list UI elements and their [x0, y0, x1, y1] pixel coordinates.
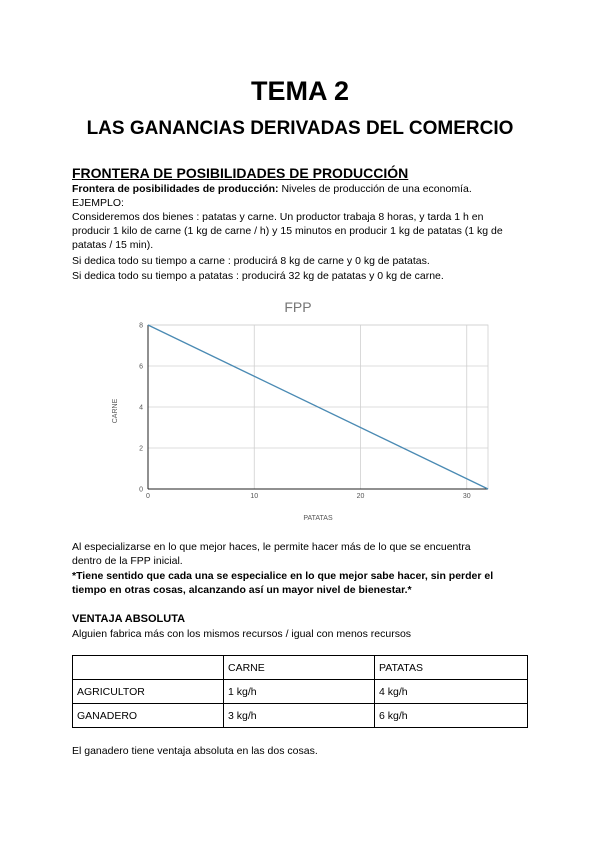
page-title: TEMA 2 [250, 76, 349, 106]
definition-label: Frontera de posibilidades de producción: [72, 183, 279, 195]
example-line: Si dedica todo su tiempo a patatas : producirá 32 kg de patatas y 0 kg de carne. [72, 270, 444, 282]
fpp-chart [100, 292, 500, 524]
conclusion-text: El ganadero tiene ventaja absoluta en las dos cosas. [72, 745, 318, 757]
x-tick-label: 30 [462, 493, 471, 500]
y-tick-label: 8 [139, 322, 143, 330]
x-tick-label: 20 [356, 493, 365, 500]
table-cell: 1 kg/h [224, 680, 375, 704]
emphasis-line: tiempo en otras cosas, alcanzando así un mayor nivel de bienestar.* [72, 584, 412, 596]
section-heading-ventaja: VENTAJA ABSOLUTA [72, 613, 186, 625]
x-tick-label: 0 [146, 493, 150, 500]
table-row [73, 680, 528, 704]
example-label: EJEMPLO: [72, 197, 124, 209]
y-tick-label: 4 [139, 404, 143, 412]
paragraph-line: Al especializarse en lo que mejor haces, le permite hacer más de lo que se encuentra [72, 541, 471, 553]
table-row [73, 704, 528, 728]
table-header-row [73, 656, 528, 680]
table-cell: 3 kg/h [224, 704, 375, 728]
y-tick-label: 0 [139, 486, 143, 494]
ventaja-table [72, 655, 528, 728]
table-cell: AGRICULTOR [73, 680, 224, 704]
definition-line [72, 182, 472, 196]
section-heading-fpp: FRONTERA DE POSIBILIDADES DE PRODUCCIÓN [72, 165, 409, 181]
table-cell: GANADERO [73, 704, 224, 728]
table-cell: 6 kg/h [375, 704, 528, 728]
page-subtitle: LAS GANANCIAS DERIVADAS DEL COMERCIO [86, 118, 514, 139]
table-header-cell [73, 656, 224, 680]
y-tick-label: 6 [139, 363, 143, 371]
table-header-cell: CARNE [224, 656, 375, 680]
y-axis-label: CARNE [112, 398, 119, 424]
x-axis-label: PATATAS [303, 515, 333, 522]
table-cell: 4 kg/h [375, 680, 528, 704]
chart-title: FPP [284, 299, 312, 315]
table-header-cell: PATATAS [375, 656, 528, 680]
y-tick-label: 2 [139, 445, 143, 453]
example-line: Consideremos dos bienes : patatas y carne. Un productor trabaja 8 horas, y tarda 1 h en [72, 211, 484, 223]
x-tick-label: 10 [250, 493, 259, 500]
paragraph-line: dentro de la FPP inicial. [72, 555, 183, 567]
ventaja-definition: Alguien fabrica más con los mismos recursos / igual con menos recursos [72, 628, 412, 640]
example-line: patatas / 15 min). [72, 239, 154, 251]
example-line: Si dedica todo su tiempo a carne : producirá 8 kg de carne y 0 kg de patatas. [72, 255, 430, 267]
example-line: producir 1 kilo de carne (1 kg de carne / h) y 15 minutos en producir 1 kg de patatas (1 kg de [72, 225, 503, 237]
emphasis-line: *Tiene sentido que cada una se especialice en lo que mejor sabe hacer, sin perder el [72, 570, 494, 582]
definition-text: Niveles de producción de una economía. [278, 183, 472, 195]
